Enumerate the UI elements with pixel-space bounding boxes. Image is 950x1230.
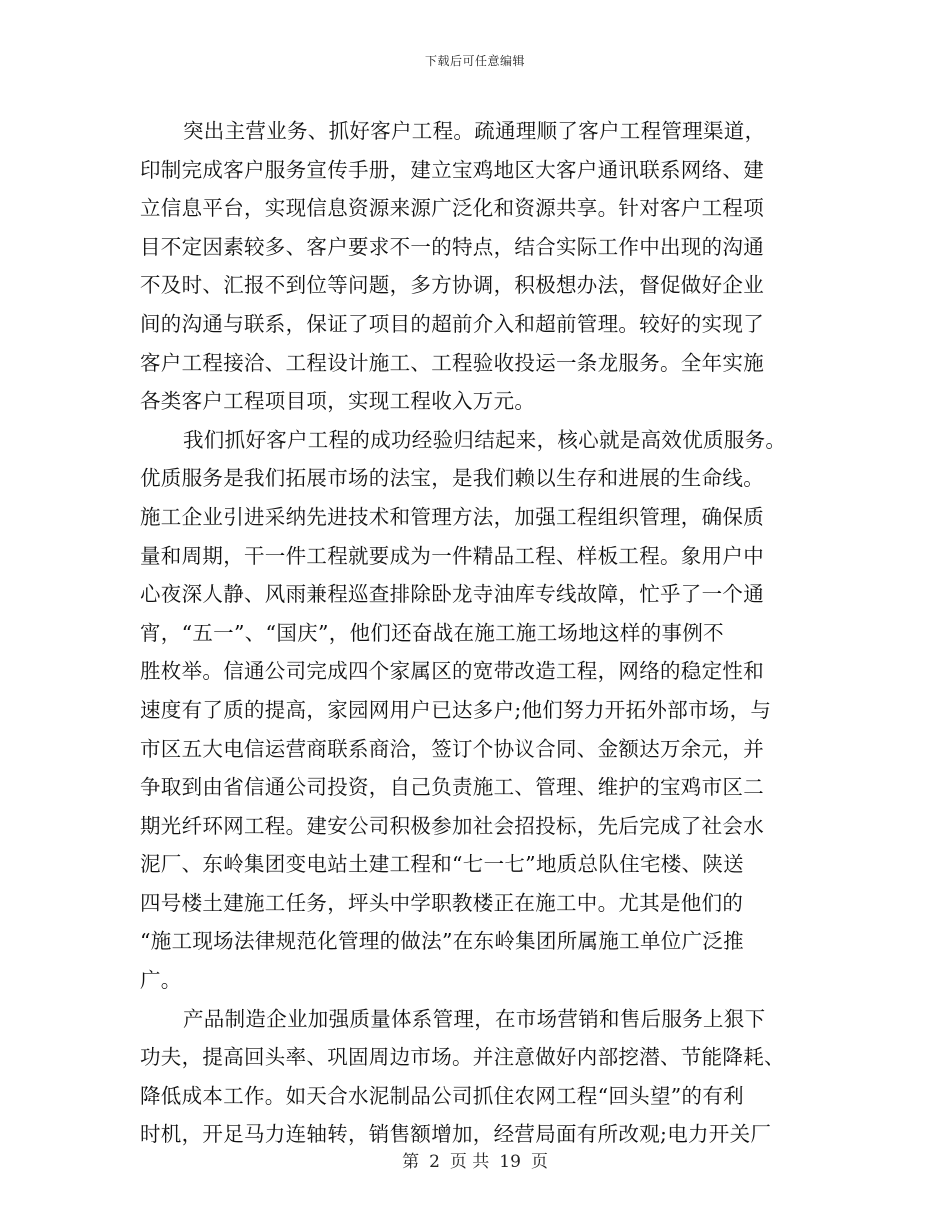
text-line: 时机，开足马力连轴转，销售额增加，经营局面有所改观;电力开关厂: [140, 1122, 772, 1147]
paragraph: [140, 112, 815, 421]
text-line: 各类客户工程项目项，实现工程收入万元。: [140, 389, 536, 414]
text-line: 功夫，提高回头率、巩固周边市场。并注意做好内部挖潜、节能降耗、: [140, 1045, 785, 1070]
text-line: 争取到由省信通公司投资，自己负责施工、管理、维护的宝鸡市区二: [140, 775, 764, 800]
document-body: [140, 112, 815, 1154]
text-line: 突出主营业务、抓好客户工程。疏通理顺了客户工程管理渠道，: [183, 119, 766, 143]
text-line: 产品制造企业加强质量体系管理，在市场营销和售后服务上狠下: [183, 1006, 766, 1031]
text-line: 施工企业引进采纳先进技术和管理方法，加强工程组织管理，确保质: [140, 504, 764, 529]
page-number: 2: [429, 1152, 440, 1172]
text-line: 立信息平台，实现信息资源来源广泛化和资源共享。针对客户工程项: [140, 196, 764, 221]
text-line: 印制完成客户服务宣传手册，建立宝鸡地区大客户通讯联系网络、建: [140, 157, 764, 182]
text-line: 量和周期，干一件工程就要成为一件精品工程、样板工程。象用户中: [140, 543, 764, 568]
text-line: 间的沟通与联系，保证了项目的超前介入和超前管理。较好的实现了: [140, 311, 764, 336]
text-line: 期光纤环网工程。建安公司积极参加社会招投标，先后完成了社会水: [140, 813, 764, 838]
text-line: 我们抓好客户工程的成功经验归结起来，核心就是高效优质服务。: [183, 427, 787, 452]
text-line: 胜枚举。信通公司完成四个家属区的宽带改造工程，网络的稳定性和: [140, 659, 764, 684]
paragraph: [140, 1000, 815, 1154]
text-line: 不及时、汇报不到位等问题，多方协调，积极想办法，督促做好企业: [140, 273, 764, 298]
text-line: 优质服务是我们拓展市场的法宝，是我们赖以生存和进展的生命线。: [140, 466, 764, 491]
text-line: 广。: [140, 968, 182, 993]
footer-middle: 页 共: [449, 1152, 490, 1172]
text-line: 客户工程接洽、工程设计施工、工程验收投运一条龙服务。全年实施: [140, 350, 764, 375]
footer-suffix: 页: [530, 1152, 548, 1172]
page-header: 下载后可任意编辑: [424, 54, 525, 68]
footer-prefix: 第: [402, 1152, 420, 1172]
text-line: 四号楼土建施工任务，坪头中学职教楼正在施工中。尤其是他们的: [140, 890, 744, 915]
text-line: 心夜深人静、风雨兼程巡查排除卧龙寺油库专线故障，忙乎了一个通: [140, 582, 764, 607]
text-line: 速度有了质的提高，家园网用户已达多户;他们努力开拓外部市场，与: [140, 697, 772, 722]
page-footer: [0, 1147, 950, 1172]
text-line: 市区五大电信运营商联系商洽，签订个协议合同、金额达万余元，并: [140, 736, 764, 761]
paragraph: [140, 421, 815, 1000]
text-line: 宵，“五一”、“国庆”，他们还奋战在施工施工场地这样的事例不: [140, 620, 724, 645]
text-line: 目不定因素较多、客户要求不一的特点，结合实际工作中出现的沟通: [140, 234, 764, 259]
text-line: “施工现场法律规范化管理的做法”在东岭集团所属施工单位广泛推: [140, 929, 744, 954]
text-line: 泥厂、东岭集团变电站土建工程和“七一七”地质总队住宅楼、陕送: [140, 852, 744, 877]
text-line: 降低成本工作。如天合水泥制品公司抓住农网工程“回头望”的有利: [140, 1083, 744, 1108]
page-total: 19: [499, 1152, 521, 1172]
